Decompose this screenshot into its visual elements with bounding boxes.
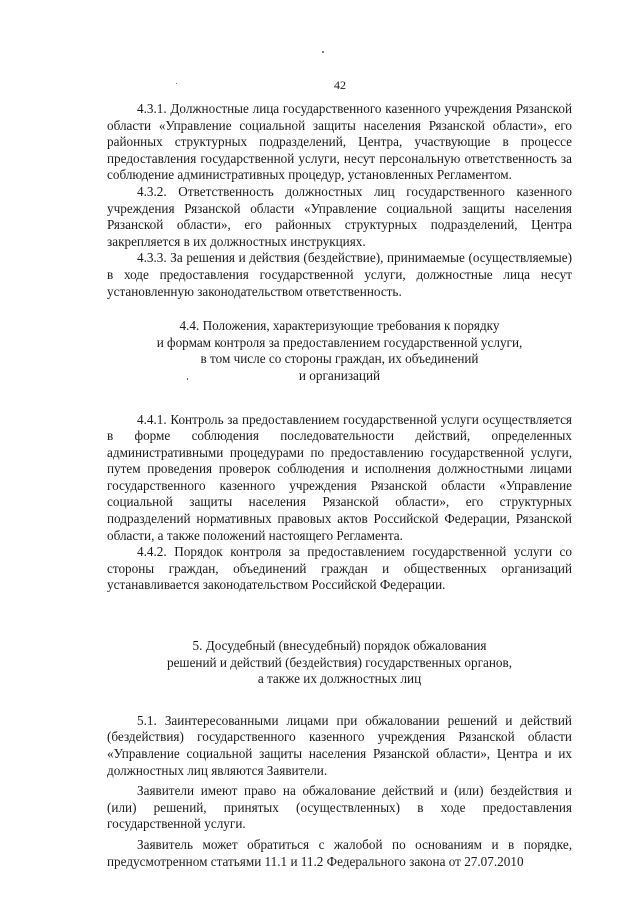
section-heading-4-4: [107, 318, 572, 384]
paragraph-4-4-2: 4.4.2. Порядок контроля за предоставлением государственной услуги со стороны граждан, объединений граждан и общественных организаций устанавливается законодательством Российской Федерации.: [107, 544, 572, 593]
heading-line: и организаций: [298, 367, 381, 383]
paragraph-5-1-complaint: Заявитель может обратиться с жалобой по основаниям и в порядке, предусмотренном статьями 11.1 и 11.2 Федерального закона от 27.07.2010: [107, 836, 572, 869]
document-body: [107, 101, 572, 870]
heading-line: 4.4. Положения, характеризующие требования к порядку: [179, 318, 500, 334]
paragraph-4-3-2: 4.3.2. Ответственность должностных лиц государственного казенного учреждения Рязанской области «Управление социальной защиты населения Рязанской области», его районных структурных подразделений, Центра закрепляется в их должностных инструкциях.: [107, 183, 572, 249]
paragraph-4-3-1: 4.3.1. Должностные лица государственного казенного учреждения Рязанской области «Управление социальной защиты населения Рязанской области», его районных структурных подразделений, Центра, участвующие в процессе предоставления государственной услуги, несут персональную ответственность за соблюдение административных процедур, установленных Регламентом.: [107, 101, 572, 183]
heading-line: в том числе со стороны граждан, их объединений: [200, 351, 479, 367]
heading-line: решений и действий (бездействия) государственных органов,: [166, 654, 513, 670]
paragraph-5-1-rights: Заявители имеют право на обжалование действий и (или) бездействия и (или) решений, принятых (осуществленных) в ходе предоставления государственной услуги.: [107, 783, 572, 832]
paragraph-4-4-1: 4.4.1. Контроль за предоставлением государственной услуги осуществляется в форме соблюдения последовательности действий, определенных административными процедурами по предоставлению государственной услуги, путем проведения проверок соблюдения и исполнения должностными лицами государственного казенного учреждения Рязанской области «Управление социальной защиты населения Рязанской области», его структурных подразделений нормативных правовых актов Российской Федерации, Рязанской области, а также положений настоящего Регламента.: [107, 411, 572, 543]
heading-line: а также их должностных лиц: [257, 671, 422, 687]
scan-speck: [322, 51, 324, 53]
paragraph-5-1: 5.1. Заинтересованными лицами при обжаловании решений и действий (бездействия) государственного казенного учреждения Рязанской области «Управление социальной защиты населения Рязанской области», Центра и их должностных лиц являются Заявители.: [107, 712, 572, 778]
section-heading-5: [107, 638, 572, 688]
heading-line: и формам контроля за предоставлением государственной услуги,: [156, 334, 523, 350]
paragraph-4-3-3: 4.3.3. За решения и действия (бездействие), принимаемые (осуществляемые) в ходе предоставления государственной услуги, должностные лица несут установленную законодательством ответственность.: [107, 250, 572, 299]
page-number: 42: [334, 78, 346, 92]
heading-line: 5. Досудебный (внесудебный) порядок обжалования: [192, 638, 487, 654]
